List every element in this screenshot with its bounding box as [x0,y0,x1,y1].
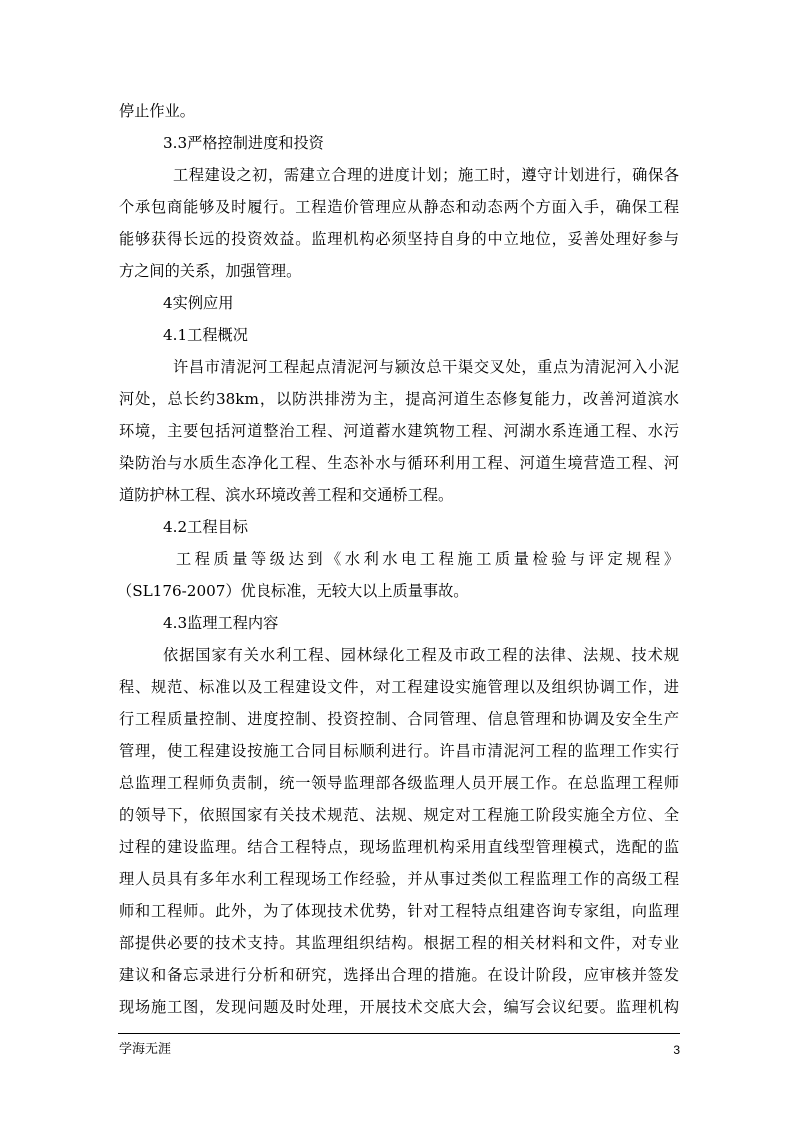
text-line-28: 建议和备忘录进行分析和研究，选择出合理的措施。在设计阶段，应审核并签发 [119,966,679,984]
text-line-22: 总监理工程师负责制，统一领导监理部各级监理人员开展工作。在总监理工程师 [119,774,679,792]
text-line-18: 依据国家有关水利工程、园林绿化工程及市政工程的法律、法规、技术规 [163,646,679,664]
heading-4-2: 4.2工程目标 [163,518,248,536]
text-line-13: 道防护林工程、滨水环境改善工程和交通桥工程。 [119,486,454,504]
text-line-11: 环境，主要包括河道整治工程、河道蓄水建筑物工程、河湖水系连通工程、水污 [119,422,679,440]
text-line-9: 许昌市清泥河工程起点清泥河与颍汝总干渠交叉处，重点为清泥河入小泥 [173,358,679,376]
text-line-29: 现场施工图，发现问题及时处理，开展技术交底大会，编写会议纪要。监理机构 [119,998,679,1016]
text-line-15: 工程质量等级达到《水利水电工程施工质量检验与评定规程》 [176,550,679,568]
text-line-1: 停止作业。 [119,102,195,120]
page-number: 3 [673,1043,680,1057]
text-line-23: 的领导下，依照国家有关技术规范、法规、规定对工程施工阶段实施全方位、全 [119,806,679,824]
text-line-20: 行工程质量控制、进度控制、投资控制、合同管理、信息管理和协调及安全生产 [119,710,679,728]
text-line-10: 河处，总长约38km，以防洪排涝为主，提高河道生态修复能力，改善河道滨水 [119,390,679,408]
text-line-27: 部提供必要的技术支持。其监理组织结构。根据工程的相关材料和文件，对专业 [119,934,679,952]
text-line-21: 管理，使工程建设按施工合同目标顺利进行。许昌市清泥河工程的监理工作实行 [119,742,679,760]
text-line-26: 师和工程师。此外，为了体现技术优势，针对工程特点组建咨询专家组，向监理 [119,902,679,920]
footer-text: 学海无涯 [119,1042,172,1057]
text-line-16: （SL176-2007）优良标准，无较大以上质量事故。 [117,582,469,600]
heading-3-3: 3.3严格控制进度和投资 [163,134,324,152]
text-line-6: 方之间的关系，加强管理。 [119,262,302,280]
text-line-4: 个承包商能够及时履行。工程造价管理应从静态和动态两个方面入手，确保工程 [119,198,679,216]
heading-4-1: 4.1工程概况 [163,326,248,344]
text-line-3: 工程建设之初，需建立合理的进度计划；施工时，遵守计划进行，确保各 [173,166,679,184]
heading-4: 4实例应用 [163,294,234,312]
footer-divider [118,1033,680,1034]
text-line-5: 能够获得长远的投资效益。监理机构必须坚持自身的中立地位，妥善处理好参与 [119,230,679,248]
heading-4-3: 4.3监理工程内容 [163,614,279,632]
text-line-19: 程、规范、标准以及工程建设文件，对工程建设实施管理以及组织协调工作，进 [119,678,679,696]
text-line-24: 过程的建设监理。结合工程特点，现场监理机构采用直线型管理模式，选配的监 [119,838,679,856]
text-line-25: 理人员具有多年水利工程现场工作经验，并从事过类似工程监理工作的高级工程 [119,870,679,888]
text-line-12: 染防治与水质生态净化工程、生态补水与循环利用工程、河道生境营造工程、河 [119,454,679,472]
